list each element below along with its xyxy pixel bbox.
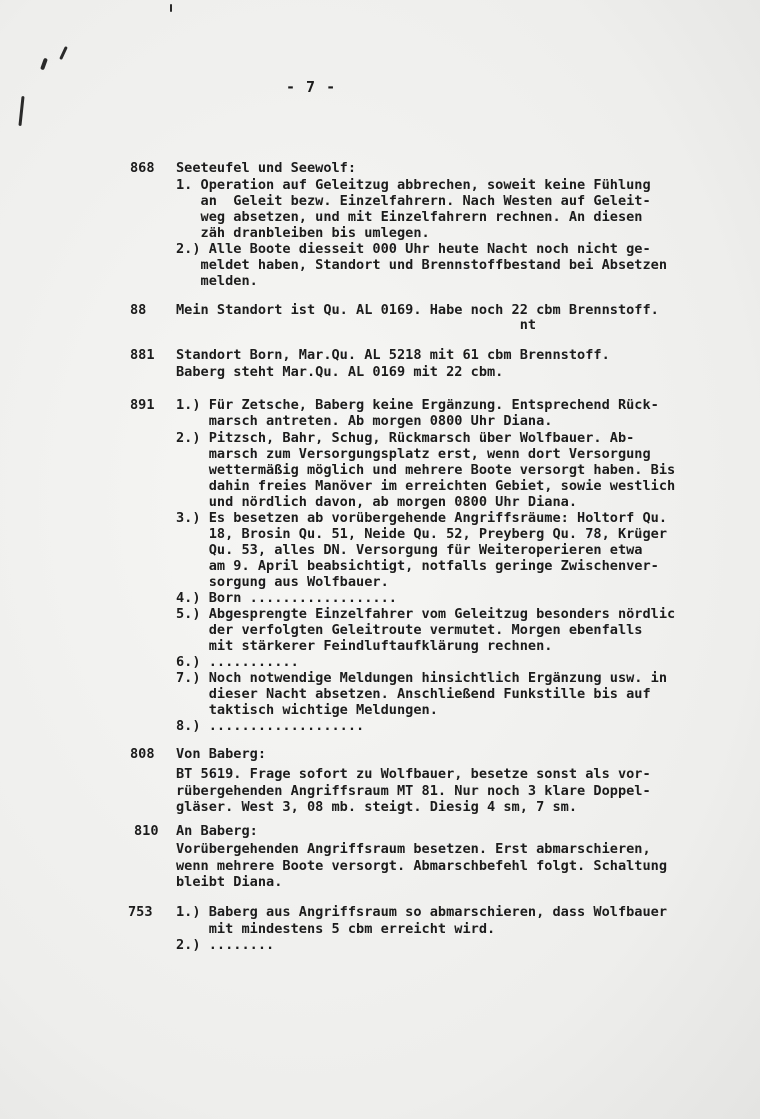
message-line: dieser Nacht absetzen. Anschließend Funkstille bis auf [176, 686, 651, 702]
message-number: 808 [130, 746, 155, 762]
message-line: 2.) Pitzsch, Bahr, Schug, Rückmarsch über Wolfbauer. Ab- [176, 430, 635, 446]
message-line: 1.) Baberg aus Angriffsraum so abmarschieren, dass Wolfbauer [176, 904, 668, 920]
message-868 [130, 160, 750, 300]
message-line: am 9. April beabsichtigt, notfalls geringe Zwischenver- [176, 558, 659, 574]
message-line: der verfolgten Geleitroute vermutet. Morgen ebenfalls [176, 622, 643, 638]
message-line: 4.) Born .................. [176, 590, 397, 606]
message-line: Baberg steht Mar.Qu. AL 0169 mit 22 cbm. [176, 364, 504, 380]
message-line: und nördlich davon, ab morgen 0800 Uhr Diana. [176, 494, 578, 510]
message-number: 881 [130, 347, 155, 363]
message-line: sorgung aus Wolfbauer. [176, 574, 389, 590]
message-line: Von Baberg: [176, 746, 267, 762]
message-line: rübergehenden Angriffsraum MT 81. Nur noch 3 klare Doppel- [176, 783, 651, 799]
message-line: wettermäßig möglich und mehrere Boote versorgt haben. Bis [176, 462, 676, 478]
message-line: Qu. 53, alles DN. Versorgung für Weiteroperieren etwa [176, 542, 643, 558]
message-line: 18, Brosin Qu. 51, Neide Qu. 52, Preyberg Qu. 78, Krüger [176, 526, 668, 542]
message-line: Seeteufel und Seewolf: [176, 160, 357, 176]
message-line: 8.) ................... [176, 718, 365, 734]
message-line: zäh dranbleiben bis umlegen. [176, 225, 430, 241]
scan-mark [40, 58, 48, 71]
message-881 [130, 347, 750, 387]
message-line: An Baberg: [176, 823, 258, 839]
message-line: 2.) Alle Boote diesseit 000 Uhr heute Nacht noch nicht ge- [176, 241, 651, 257]
message-891 [130, 397, 758, 737]
message-line: an Geleit bezw. Einzelfahrern. Nach Westen auf Geleit- [176, 193, 651, 209]
message-line: meldet haben, Standort und Brennstoffbestand bei Absetzen [176, 257, 668, 273]
scan-mark [59, 46, 68, 60]
page-number: - 7 - [286, 78, 337, 96]
message-88 [130, 302, 750, 342]
scan-mark [18, 96, 24, 126]
message-line: taktisch wichtige Meldungen. [176, 702, 438, 718]
message-line: BT 5619. Frage sofort zu Wolfbauer, besetze sonst als vor- [176, 766, 651, 782]
message-line: nt [176, 317, 537, 333]
message-line: marsch zum Versorgungsplatz erst, wenn dort Versorgung [176, 446, 651, 462]
message-line: 1. Operation auf Geleitzug abbrechen, soweit keine Fühlung [176, 177, 651, 193]
message-line: melden. [176, 273, 258, 289]
message-line: 7.) Noch notwendige Meldungen hinsichtlich Ergänzung usw. in [176, 670, 668, 686]
message-line: Standort Born, Mar.Qu. AL 5218 mit 61 cbm Brennstoff. [176, 347, 610, 363]
message-line: weg absetzen, und mit Einzelfahrern rechnen. An diesen [176, 209, 643, 225]
message-line: Mein Standort ist Qu. AL 0169. Habe noch 22 cbm Brennstoff. [176, 302, 659, 318]
message-line: 1.) Für Zetsche, Baberg keine Ergänzung. Entsprechend Rück- [176, 397, 659, 413]
message-line: 5.) Abgesprengte Einzelfahrer vom Geleitzug besonders nördlic [176, 606, 676, 622]
message-810 [134, 823, 754, 893]
message-line: gläser. West 3, 08 mb. steigt. Diesig 4 sm, 7 sm. [176, 799, 578, 815]
message-line: wenn mehrere Boote versorgt. Abmarschbefehl folgt. Schaltung [176, 858, 668, 874]
message-number: 868 [130, 160, 155, 176]
message-number: 891 [130, 397, 155, 413]
message-line: mit mindestens 5 cbm erreicht wird. [176, 921, 496, 937]
message-number: 810 [134, 823, 159, 839]
message-line: mit stärkerer Feindluftaufklärung rechnen. [176, 638, 553, 654]
message-line: bleibt Diana. [176, 874, 283, 890]
message-line: 2.) ........ [176, 937, 275, 953]
message-line: dahin freies Manöver im erreichten Gebiet, sowie westlich [176, 478, 676, 494]
message-808 [130, 746, 750, 816]
scan-mark [170, 4, 172, 12]
message-line: 3.) Es besetzen ab vorübergehende Angriffsräume: Holtorf Qu. [176, 510, 668, 526]
message-753 [128, 904, 748, 960]
message-line: 6.) ........... [176, 654, 299, 670]
message-line: marsch antreten. Ab morgen 0800 Uhr Diana. [176, 413, 553, 429]
message-line: Vorübergehenden Angriffsraum besetzen. Erst abmarschieren, [176, 841, 651, 857]
message-number: 88 [130, 302, 147, 318]
message-number: 753 [128, 904, 153, 920]
